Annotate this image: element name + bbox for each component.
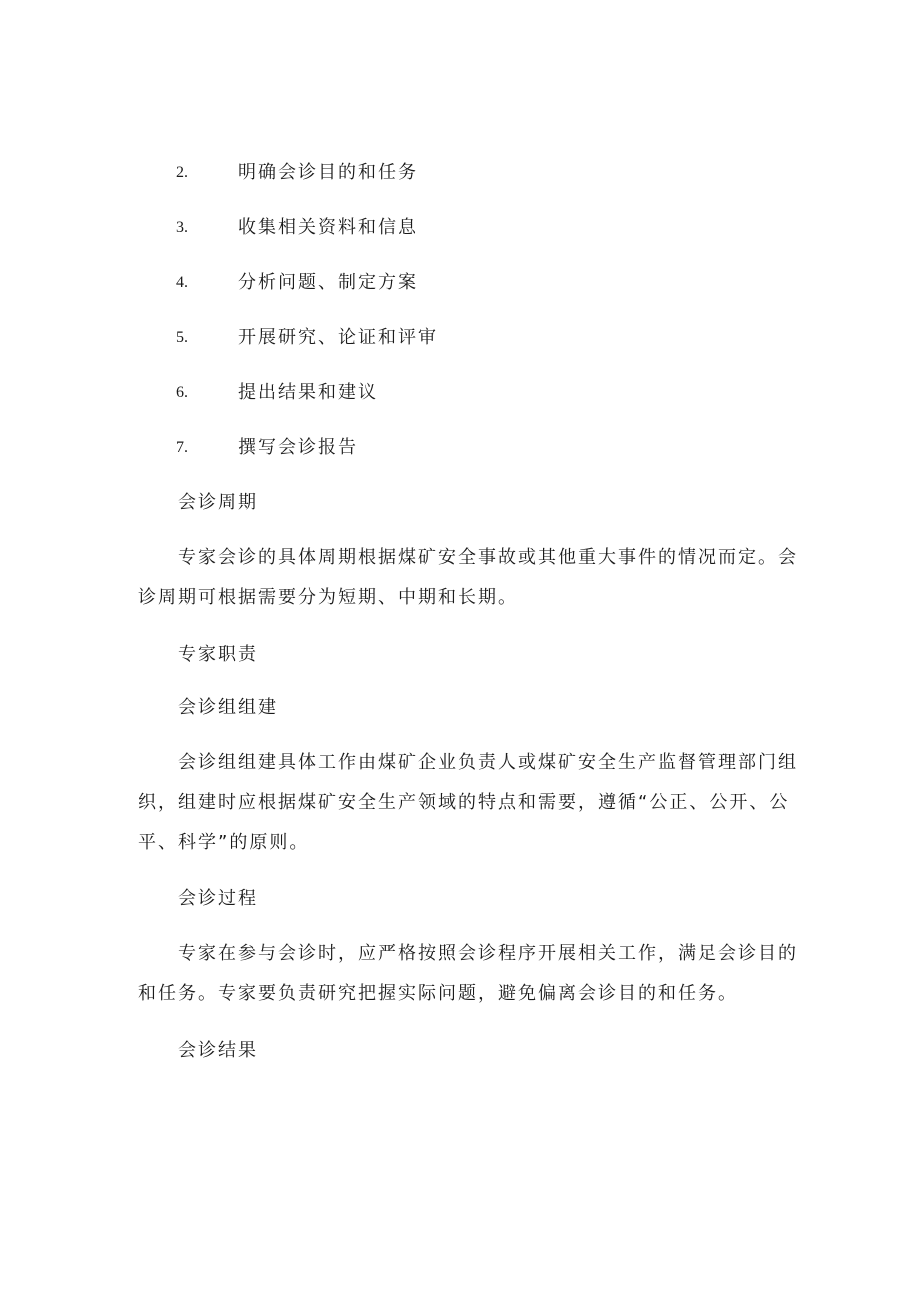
list-number: 4. bbox=[176, 274, 188, 291]
section-heading-team: 会诊组组建 bbox=[178, 697, 278, 718]
list-number: 6. bbox=[176, 384, 188, 401]
section-heading-duty: 专家职责 bbox=[178, 644, 258, 665]
list-text: 分析问题、制定方案 bbox=[238, 272, 418, 293]
section-heading-result: 会诊结果 bbox=[178, 1040, 258, 1061]
list-text: 开展研究、论证和评审 bbox=[238, 327, 438, 348]
list-text: 撰写会诊报告 bbox=[238, 437, 358, 458]
list-text: 明确会诊目的和任务 bbox=[238, 162, 418, 183]
list-number: 2. bbox=[176, 164, 188, 181]
list-number: 5. bbox=[176, 329, 188, 346]
paragraph-team: 会诊组组建具体工作由煤矿企业负责人或煤矿安全生产监督管理部门组织，组建时应根据煤矿安全生产领域的特点和需要，遵循“公正、公开、公平、科学”的原则。 bbox=[138, 752, 798, 853]
list-number: 3. bbox=[176, 219, 188, 236]
paragraph-cycle: 专家会诊的具体周期根据煤矿安全事故或其他重大事件的情况而定。会诊周期可根据需要分为短期、中期和长期。 bbox=[138, 547, 798, 608]
list-number: 7. bbox=[176, 439, 188, 456]
list-text: 提出结果和建议 bbox=[238, 382, 378, 403]
section-heading-process: 会诊过程 bbox=[178, 888, 258, 909]
section-heading-cycle: 会诊周期 bbox=[178, 492, 258, 513]
list-text: 收集相关资料和信息 bbox=[238, 217, 418, 238]
paragraph-process: 专家在参与会诊时，应严格按照会诊程序开展相关工作，满足会诊目的和任务。专家要负责研究把握实际问题，避免偏离会诊目的和任务。 bbox=[138, 943, 798, 1004]
